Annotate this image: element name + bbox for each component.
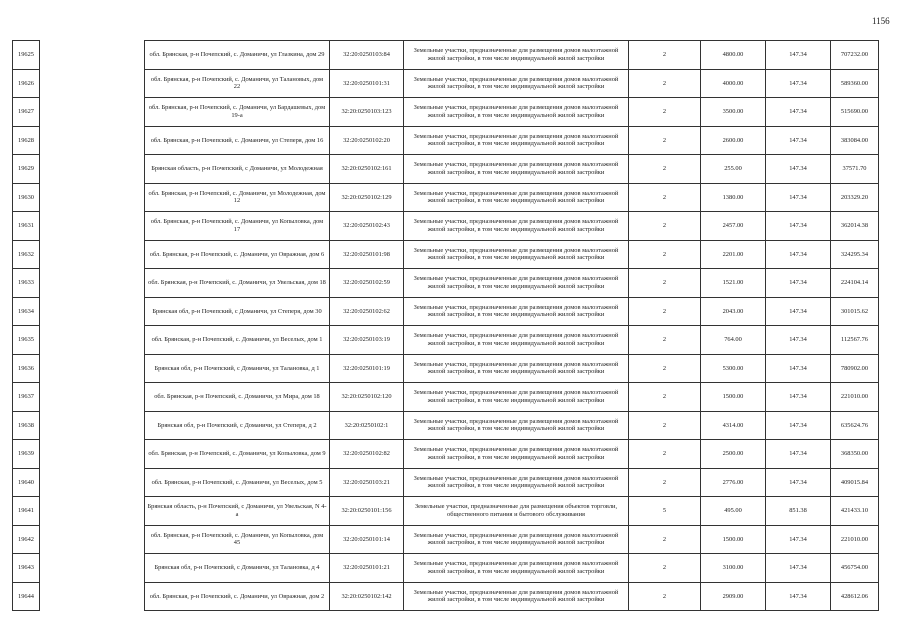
spacer-cell — [40, 497, 145, 526]
record-number-cell: 19644 — [13, 582, 40, 611]
area-cell: 3100.00 — [701, 554, 766, 583]
cadastral-value-cell: 589360.00 — [831, 69, 879, 98]
land-use-cell: Земельные участки, предназначенные для размещения домов малоэтажной жилой застройки, в том числе индивидуальной жилой застройки — [404, 326, 629, 355]
cadastral-value-cell: 421433.10 — [831, 497, 879, 526]
spacer-cell — [40, 155, 145, 184]
cadastral-value-cell: 221010.00 — [831, 383, 879, 412]
table-row — [13, 155, 879, 184]
cadastral-number-cell: 32:20:0250101:19 — [330, 354, 404, 383]
area-cell: 1500.00 — [701, 383, 766, 412]
address-cell: обл. Брянская, р-н Почепский, с. Доманичи, ул Бардашевых, дом 19-а — [145, 98, 330, 127]
use-group-cell: 2 — [629, 411, 701, 440]
record-number-cell: 19631 — [13, 212, 40, 241]
specific-value-cell: 147.34 — [766, 326, 831, 355]
specific-value-cell: 147.34 — [766, 41, 831, 70]
cadastral-number-cell: 32:20:0250103:84 — [330, 41, 404, 70]
use-group-cell: 2 — [629, 269, 701, 298]
cadastral-number-cell: 32:20:0250102:59 — [330, 269, 404, 298]
area-cell: 2500.00 — [701, 440, 766, 469]
area-cell: 3500.00 — [701, 98, 766, 127]
area-cell: 2600.00 — [701, 126, 766, 155]
specific-value-cell: 147.34 — [766, 126, 831, 155]
record-number-cell: 19633 — [13, 269, 40, 298]
record-number-cell: 19636 — [13, 354, 40, 383]
spacer-cell — [40, 269, 145, 298]
specific-value-cell: 147.34 — [766, 155, 831, 184]
cadastral-value-table — [12, 40, 879, 611]
table-row — [13, 497, 879, 526]
cadastral-number-cell: 32:20:0250101:156 — [330, 497, 404, 526]
table-row — [13, 41, 879, 70]
spacer-cell — [40, 411, 145, 440]
record-number-cell: 19637 — [13, 383, 40, 412]
spacer-cell — [40, 554, 145, 583]
table-row — [13, 554, 879, 583]
use-group-cell: 2 — [629, 98, 701, 127]
area-cell: 1521.00 — [701, 269, 766, 298]
specific-value-cell: 147.34 — [766, 411, 831, 440]
use-group-cell: 2 — [629, 155, 701, 184]
table-row — [13, 383, 879, 412]
cadastral-number-cell: 32:20:0250102:1 — [330, 411, 404, 440]
cadastral-number-cell: 32:20:0250102:62 — [330, 297, 404, 326]
area-cell: 495.00 — [701, 497, 766, 526]
cadastral-value-cell: 383084.00 — [831, 126, 879, 155]
address-cell: обл. Брянская, р-н Почепский, с. Доманичи, ул Овражная, дом 2 — [145, 582, 330, 611]
address-cell: обл. Брянская, р-н Почепский, с. Доманичи, ул Веселых, дом 1 — [145, 326, 330, 355]
land-use-cell: Земельные участки, предназначенные для размещения домов малоэтажной жилой застройки, в том числе индивидуальной жилой застройки — [404, 354, 629, 383]
specific-value-cell: 147.34 — [766, 468, 831, 497]
cadastral-number-cell: 32:20:0250102:120 — [330, 383, 404, 412]
use-group-cell: 5 — [629, 497, 701, 526]
spacer-cell — [40, 354, 145, 383]
specific-value-cell: 147.34 — [766, 582, 831, 611]
table-row — [13, 126, 879, 155]
address-cell: Брянская обл, р-н Почепский, с Доманичи, ул Степеря, дом 30 — [145, 297, 330, 326]
record-number-cell: 19638 — [13, 411, 40, 440]
use-group-cell: 2 — [629, 326, 701, 355]
area-cell: 4800.00 — [701, 41, 766, 70]
spacer-cell — [40, 468, 145, 497]
table-row — [13, 326, 879, 355]
table-row — [13, 411, 879, 440]
area-cell: 2457.00 — [701, 212, 766, 241]
table-row — [13, 69, 879, 98]
record-number-cell: 19639 — [13, 440, 40, 469]
use-group-cell: 2 — [629, 69, 701, 98]
record-number-cell: 19632 — [13, 240, 40, 269]
cadastral-number-cell: 32:20:0250103:21 — [330, 468, 404, 497]
spacer-cell — [40, 297, 145, 326]
use-group-cell: 2 — [629, 126, 701, 155]
land-use-cell: Земельные участки, предназначенные для размещения домов малоэтажной жилой застройки, в том числе индивидуальной жилой застройки — [404, 440, 629, 469]
cadastral-number-cell: 32:20:0250103:123 — [330, 98, 404, 127]
address-cell: обл. Брянская, р-н Почепский, с. Доманичи, ул Глазкина, дом 29 — [145, 41, 330, 70]
table-row — [13, 212, 879, 241]
address-cell: обл. Брянская, р-н Почепский, с. Доманичи, ул Веселых, дом 5 — [145, 468, 330, 497]
cadastral-number-cell: 32:20:0250101:98 — [330, 240, 404, 269]
specific-value-cell: 147.34 — [766, 354, 831, 383]
land-use-cell: Земельные участки, предназначенные для размещения домов малоэтажной жилой застройки, в том числе индивидуальной жилой застройки — [404, 41, 629, 70]
cadastral-value-cell: 324295.34 — [831, 240, 879, 269]
spacer-cell — [40, 240, 145, 269]
cadastral-value-cell: 362014.38 — [831, 212, 879, 241]
address-cell: Брянская область, р-н Почепский, с Доманичи, ул Молодежная — [145, 155, 330, 184]
address-cell: обл. Брянская, р-н Почепский, с. Доманичи, ул Степеря, дом 16 — [145, 126, 330, 155]
cadastral-number-cell: 32:20:0250102:142 — [330, 582, 404, 611]
cadastral-number-cell: 32:20:0250102:43 — [330, 212, 404, 241]
spacer-cell — [40, 383, 145, 412]
specific-value-cell: 147.34 — [766, 240, 831, 269]
record-number-cell: 19626 — [13, 69, 40, 98]
cadastral-value-cell: 515690.00 — [831, 98, 879, 127]
land-use-cell: Земельные участки, предназначенные для размещения домов малоэтажной жилой застройки, в том числе индивидуальной жилой застройки — [404, 554, 629, 583]
cadastral-number-cell: 32:20:0250102:161 — [330, 155, 404, 184]
spacer-cell — [40, 582, 145, 611]
cadastral-value-cell: 409015.84 — [831, 468, 879, 497]
use-group-cell: 2 — [629, 383, 701, 412]
record-number-cell: 19634 — [13, 297, 40, 326]
land-use-cell: Земельные участки, предназначенные для размещения домов малоэтажной жилой застройки, в том числе индивидуальной жилой застройки — [404, 126, 629, 155]
address-cell: Брянская обл, р-н Почепский, с Доманичи, ул Талановка, д 4 — [145, 554, 330, 583]
cadastral-number-cell: 32:20:0250102:20 — [330, 126, 404, 155]
land-use-cell: Земельные участки, предназначенные для размещения домов малоэтажной жилой застройки, в том числе индивидуальной жилой застройки — [404, 98, 629, 127]
table-row — [13, 98, 879, 127]
address-cell: Брянская обл, р-н Почепский, с Доманичи, ул Степеря, д 2 — [145, 411, 330, 440]
land-use-cell: Земельные участки, предназначенные для размещения домов малоэтажной жилой застройки, в том числе индивидуальной жилой застройки — [404, 582, 629, 611]
cadastral-value-cell: 780902.00 — [831, 354, 879, 383]
area-cell: 2201.00 — [701, 240, 766, 269]
use-group-cell: 2 — [629, 440, 701, 469]
land-use-cell: Земельные участки, предназначенные для размещения домов малоэтажной жилой застройки, в том числе индивидуальной жилой застройки — [404, 183, 629, 212]
address-cell: обл. Брянская, р-н Почепский, с. Доманичи, ул Копыловка, дом 17 — [145, 212, 330, 241]
use-group-cell: 2 — [629, 183, 701, 212]
record-number-cell: 19627 — [13, 98, 40, 127]
use-group-cell: 2 — [629, 297, 701, 326]
table-row — [13, 354, 879, 383]
land-use-cell: Земельные участки, предназначенные для размещения домов малоэтажной жилой застройки, в том числе индивидуальной жилой застройки — [404, 297, 629, 326]
area-cell: 4000.00 — [701, 69, 766, 98]
spacer-cell — [40, 440, 145, 469]
cadastral-value-cell: 221010.00 — [831, 525, 879, 554]
use-group-cell: 2 — [629, 41, 701, 70]
area-cell: 2043.00 — [701, 297, 766, 326]
spacer-cell — [40, 525, 145, 554]
land-use-cell: Земельные участки, предназначенные для размещения домов малоэтажной жилой застройки, в том числе индивидуальной жилой застройки — [404, 69, 629, 98]
specific-value-cell: 147.34 — [766, 554, 831, 583]
land-use-cell: Земельные участки, предназначенные для размещения домов малоэтажной жилой застройки, в том числе индивидуальной жилой застройки — [404, 383, 629, 412]
spacer-cell — [40, 183, 145, 212]
use-group-cell: 2 — [629, 354, 701, 383]
use-group-cell: 2 — [629, 525, 701, 554]
page-number: 1156 — [872, 16, 890, 26]
cadastral-value-cell: 112567.76 — [831, 326, 879, 355]
cadastral-number-cell: 32:20:0250101:21 — [330, 554, 404, 583]
cadastral-value-cell: 301015.62 — [831, 297, 879, 326]
specific-value-cell: 851.38 — [766, 497, 831, 526]
specific-value-cell: 147.34 — [766, 383, 831, 412]
specific-value-cell: 147.34 — [766, 297, 831, 326]
specific-value-cell: 147.34 — [766, 440, 831, 469]
table-body — [13, 41, 879, 611]
area-cell: 764.00 — [701, 326, 766, 355]
address-cell: обл. Брянская, р-н Почепский, с. Доманичи, ул Талановых, дом 22 — [145, 69, 330, 98]
record-number-cell: 19625 — [13, 41, 40, 70]
specific-value-cell: 147.34 — [766, 269, 831, 298]
address-cell: обл. Брянская, р-н Почепский, с. Доманичи, ул Молодежная, дом 12 — [145, 183, 330, 212]
cadastral-number-cell: 32:20:0250102:82 — [330, 440, 404, 469]
record-number-cell: 19640 — [13, 468, 40, 497]
spacer-cell — [40, 126, 145, 155]
use-group-cell: 2 — [629, 240, 701, 269]
cadastral-value-cell: 428612.06 — [831, 582, 879, 611]
record-number-cell: 19642 — [13, 525, 40, 554]
area-cell: 1380.00 — [701, 183, 766, 212]
cadastral-value-cell: 707232.00 — [831, 41, 879, 70]
use-group-cell: 2 — [629, 468, 701, 497]
area-cell: 1500.00 — [701, 525, 766, 554]
specific-value-cell: 147.34 — [766, 525, 831, 554]
spacer-cell — [40, 212, 145, 241]
land-use-cell: Земельные участки, предназначенные для размещения объектов торговли, общественного питания и бытового обслуживания — [404, 497, 629, 526]
address-cell: обл. Брянская, р-н Почепский, с. Доманичи, ул Мира, дом 18 — [145, 383, 330, 412]
specific-value-cell: 147.34 — [766, 69, 831, 98]
address-cell: обл. Брянская, р-н Почепский, с. Доманичи, ул Копыловка, дом 45 — [145, 525, 330, 554]
address-cell: обл. Брянская, р-н Почепский, с. Доманичи, ул Овражная, дом 6 — [145, 240, 330, 269]
cadastral-number-cell: 32:20:0250102:129 — [330, 183, 404, 212]
use-group-cell: 2 — [629, 582, 701, 611]
cadastral-number-cell: 32:20:0250101:31 — [330, 69, 404, 98]
specific-value-cell: 147.34 — [766, 212, 831, 241]
spacer-cell — [40, 41, 145, 70]
cadastral-number-cell: 32:20:0250103:19 — [330, 326, 404, 355]
land-use-cell: Земельные участки, предназначенные для размещения домов малоэтажной жилой застройки, в том числе индивидуальной жилой застройки — [404, 269, 629, 298]
table-row — [13, 468, 879, 497]
table-row — [13, 297, 879, 326]
table-row — [13, 440, 879, 469]
spacer-cell — [40, 69, 145, 98]
area-cell: 5300.00 — [701, 354, 766, 383]
address-cell: обл. Брянская, р-н Почепский, с. Доманичи, ул Копыловка, дом 9 — [145, 440, 330, 469]
record-number-cell: 19643 — [13, 554, 40, 583]
land-use-cell: Земельные участки, предназначенные для размещения домов малоэтажной жилой застройки, в том числе индивидуальной жилой застройки — [404, 212, 629, 241]
record-number-cell: 19635 — [13, 326, 40, 355]
address-cell: Брянская обл, р-н Почепский, с Доманичи, ул Талановка, д 1 — [145, 354, 330, 383]
cadastral-value-cell: 203329.20 — [831, 183, 879, 212]
cadastral-value-cell: 635624.76 — [831, 411, 879, 440]
table-row — [13, 525, 879, 554]
cadastral-value-cell: 37571.70 — [831, 155, 879, 184]
record-number-cell: 19641 — [13, 497, 40, 526]
address-cell: обл. Брянская, р-н Почепский, с. Доманичи, ул Увельская, дом 18 — [145, 269, 330, 298]
land-use-cell: Земельные участки, предназначенные для размещения домов малоэтажной жилой застройки, в том числе индивидуальной жилой застройки — [404, 468, 629, 497]
use-group-cell: 2 — [629, 212, 701, 241]
spacer-cell — [40, 326, 145, 355]
cadastral-number-cell: 32:20:0250101:14 — [330, 525, 404, 554]
area-cell: 255.00 — [701, 155, 766, 184]
table-row — [13, 183, 879, 212]
area-cell: 2909.00 — [701, 582, 766, 611]
table-row — [13, 582, 879, 611]
land-use-cell: Земельные участки, предназначенные для размещения домов малоэтажной жилой застройки, в том числе индивидуальной жилой застройки — [404, 411, 629, 440]
area-cell: 4314.00 — [701, 411, 766, 440]
specific-value-cell: 147.34 — [766, 183, 831, 212]
table-row — [13, 269, 879, 298]
use-group-cell: 2 — [629, 554, 701, 583]
record-number-cell: 19628 — [13, 126, 40, 155]
table-row — [13, 240, 879, 269]
area-cell: 2776.00 — [701, 468, 766, 497]
cadastral-value-cell: 224104.14 — [831, 269, 879, 298]
land-use-cell: Земельные участки, предназначенные для размещения домов малоэтажной жилой застройки, в том числе индивидуальной жилой застройки — [404, 525, 629, 554]
specific-value-cell: 147.34 — [766, 98, 831, 127]
cadastral-value-cell: 456754.00 — [831, 554, 879, 583]
record-number-cell: 19630 — [13, 183, 40, 212]
land-use-cell: Земельные участки, предназначенные для размещения домов малоэтажной жилой застройки, в том числе индивидуальной жилой застройки — [404, 155, 629, 184]
address-cell: Брянская область, р-н Почепский, с Доманичи, ул Увельская, N 4-а — [145, 497, 330, 526]
land-use-cell: Земельные участки, предназначенные для размещения домов малоэтажной жилой застройки, в том числе индивидуальной жилой застройки — [404, 240, 629, 269]
spacer-cell — [40, 98, 145, 127]
record-number-cell: 19629 — [13, 155, 40, 184]
cadastral-value-cell: 368350.00 — [831, 440, 879, 469]
